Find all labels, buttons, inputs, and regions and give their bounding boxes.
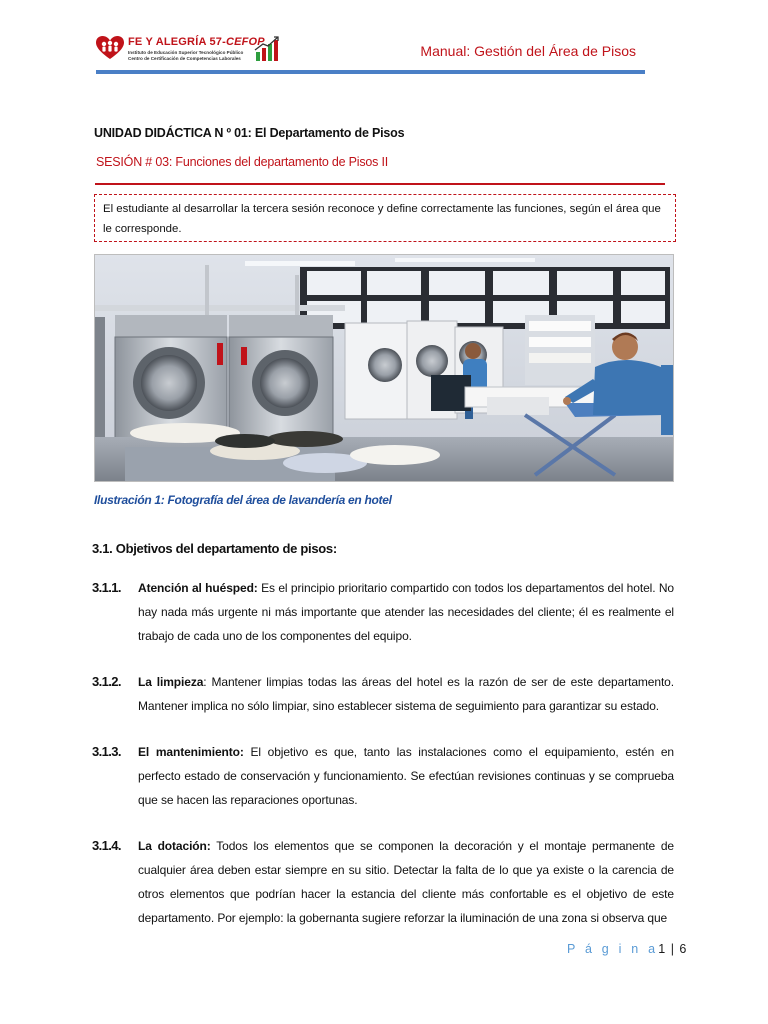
page-number: P á g i n a1 | 6 xyxy=(567,942,688,956)
section-heading: 3.1. Objetivos del departamento de pisos: xyxy=(92,541,337,556)
item-number: 3.1.3. xyxy=(92,744,121,759)
item-body: Todos los elementos que se componen la decoración y el montaje permanente de cualquier área deben estar siempre en su sitio. Detectar la falta de lo que ya existe o la carencia de otros elementos que podrían hacer la estancia del cliente más confortable es el objetivo de este departamento. Por ejemplo: la gobernanta sugiere reforzar la iluminación de una zona si observa que xyxy=(138,839,674,925)
item-body: Es el principio prioritario compartido con todos los departamentos del hotel. No hay nada más urgente ni más importante que atender las necesidades del cliente; él es realmente el trabajo de cada uno de los componentes del equipo. xyxy=(138,581,674,643)
header-divider xyxy=(96,70,645,74)
heart-people-icon xyxy=(96,36,124,60)
item-body: : Mantener limpias todas las áreas del hotel es la razón de ser de este departamento. Mantener implica no sólo limpiar, sino establecer sistema de seguimiento para garantizar su estado. xyxy=(138,675,674,713)
item-body: El objetivo es que, tanto las instalaciones como el equipamiento, estén en perfecto estado de conservación y funcionamiento. Se efectúan revisiones continuas y se comprueba que se hacen las reparaciones oportunas. xyxy=(138,745,675,807)
brand-subline-2: Centro de Certificación de Competencias Laborales xyxy=(128,56,241,61)
growth-chart-icon xyxy=(254,36,280,62)
laundry-illustration xyxy=(95,255,673,481)
institution-logo xyxy=(96,34,286,64)
item-paragraph xyxy=(138,834,674,930)
item-lead: La dotación: xyxy=(138,839,211,853)
brand-name: FE Y ALEGRÍA 57-CEFOP xyxy=(128,36,265,48)
manual-title: Manual: Gestión del Área de Pisos xyxy=(420,43,636,59)
item-paragraph xyxy=(138,670,674,718)
item-paragraph xyxy=(138,576,674,648)
page-current: 1 xyxy=(658,942,667,956)
item-number: 3.1.2. xyxy=(92,674,121,689)
brand-subline-1: Instituto de Educación Superior Tecnológico Público xyxy=(128,50,244,55)
laundry-photo xyxy=(94,254,674,482)
page-word: P á g i n a xyxy=(567,942,659,956)
unit-title: UNIDAD DIDÁCTICA N º 01: El Departamento de Pisos xyxy=(94,126,405,140)
item-paragraph xyxy=(138,740,674,812)
item-lead: Atención al huésped: xyxy=(138,581,258,595)
page-total: 6 xyxy=(679,942,688,956)
objective-box: El estudiante al desarrollar la tercera sesión reconoce y define correctamente las funciones, según el área que le corresponde. xyxy=(94,194,676,242)
item-lead: El mantenimiento: xyxy=(138,745,244,759)
item-number: 3.1.4. xyxy=(92,838,121,853)
item-lead: La limpieza xyxy=(138,675,204,689)
figure-caption: Ilustración 1: Fotografía del área de lavandería en hotel xyxy=(94,493,392,507)
session-title: SESIÓN # 03: Funciones del departamento de Pisos II xyxy=(96,155,389,169)
session-divider xyxy=(95,183,665,185)
item-number: 3.1.1. xyxy=(92,580,121,595)
